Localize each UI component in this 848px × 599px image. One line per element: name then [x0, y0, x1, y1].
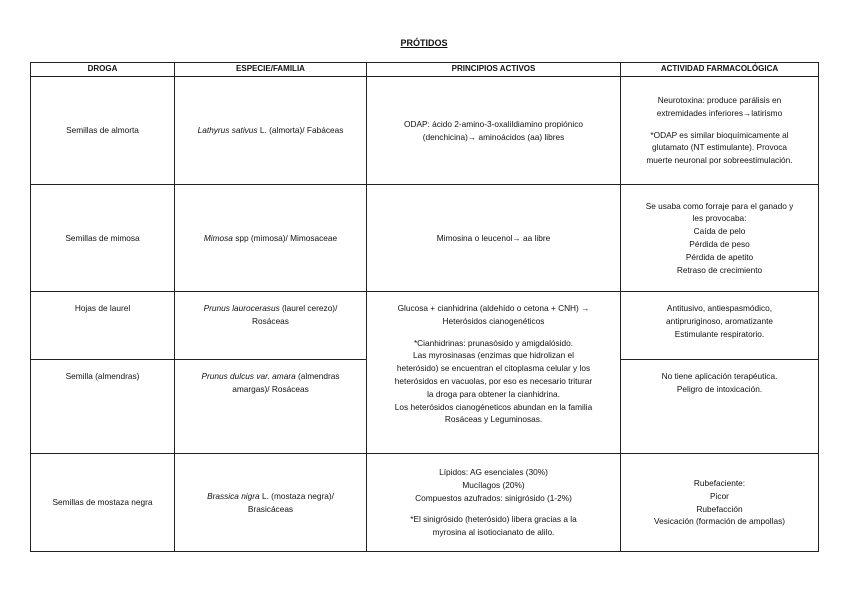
actividad-cell: No tiene aplicación terapéutica. Peligro de intoxicación. — [621, 360, 819, 454]
droga-cell: Semillas de almorta — [31, 77, 175, 185]
header-especie-familia: ESPECIE/FAMILIA — [175, 63, 367, 77]
table-row — [31, 77, 819, 185]
page-title: PRÓTIDOS — [400, 38, 448, 48]
table-row — [31, 185, 819, 292]
actividad-cell: Se usaba como forraje para el ganado y les provocaba: Caída de pelo Pérdida de peso Pérdida de apetito Retraso de crecimiento — [621, 185, 819, 292]
table-row — [31, 454, 819, 552]
header-droga: DROGA — [31, 63, 175, 77]
especie-cell: Prunus dulcus var. amara (almendras amargas)/ Rosáceas — [175, 360, 367, 454]
especie-cell: Lathyrus sativus L. (almorta)/ Fabáceas — [175, 77, 367, 185]
actividad-cell: Antitusivo, antiespasmódico, antipruriginoso, aromatizante Estimulante respiratorio. — [621, 292, 819, 360]
principios-cell: ODAP: ácido 2-amino-3-oxalildiamino propiónico (denchicina)→ aminoácidos (aa) libres — [367, 77, 621, 185]
actividad-cell: Rubefaciente: Picor Rubefacción Vesicación (formación de ampollas) — [621, 454, 819, 552]
principios-cell: Lípidos: AG esenciales (30%) Mucílagos (20%) Compuestos azufrados: sinigrósido (1-2%) *El sinigrósido (heterósido) libera gracias a la myrosina al isotiocianato de alilo. — [367, 454, 621, 552]
principios-cell: Glucosa + cianhidrina (aldehído o cetona + CNH) → Heterósidos cianogenéticos *Cianhidrinas: prunasósido y amigdalósido. Las myrosinasas (enzimas que hidrolizan el heterósido) se encuentran el citoplasma celular y los heterósidos en vacuolas, por eso es necesario triturar la droga para obtener la cianhidrina. Los heterósidos cianogéneticos abundan en la familia Rosáceas y Leguminosas. — [367, 292, 621, 454]
especie-cell: Prunus laurocerasus (laurel cerezo)/ Rosáceas — [175, 292, 367, 360]
header-principios-activos: PRINCIPIOS ACTIVOS — [367, 63, 621, 77]
droga-cell: Semillas de mimosa — [31, 185, 175, 292]
protidos-table — [30, 62, 819, 552]
header-actividad-farmacologica: ACTIVIDAD FARMACOLÓGICA — [621, 63, 819, 77]
table-header-row — [31, 63, 819, 77]
droga-cell: Semillas de mostaza negra — [31, 454, 175, 552]
especie-cell: Brassica nigra L. (mostaza negra)/ Brasicáceas — [175, 454, 367, 552]
droga-cell: Hojas de laurel — [31, 292, 175, 360]
especie-cell: Mimosa spp (mimosa)/ Mimosaceae — [175, 185, 367, 292]
table-row — [31, 292, 819, 360]
principios-cell: Mimosina o leucenol→ aa libre — [367, 185, 621, 292]
droga-cell: Semilla (almendras) — [31, 360, 175, 454]
actividad-cell: Neurotoxina: produce parálisis en extremidades inferiores→latirismo *ODAP es similar bioquímicamente al glutamato (NT estimulante). Provoca muerte neuronal por sobreestimulación. — [621, 77, 819, 185]
